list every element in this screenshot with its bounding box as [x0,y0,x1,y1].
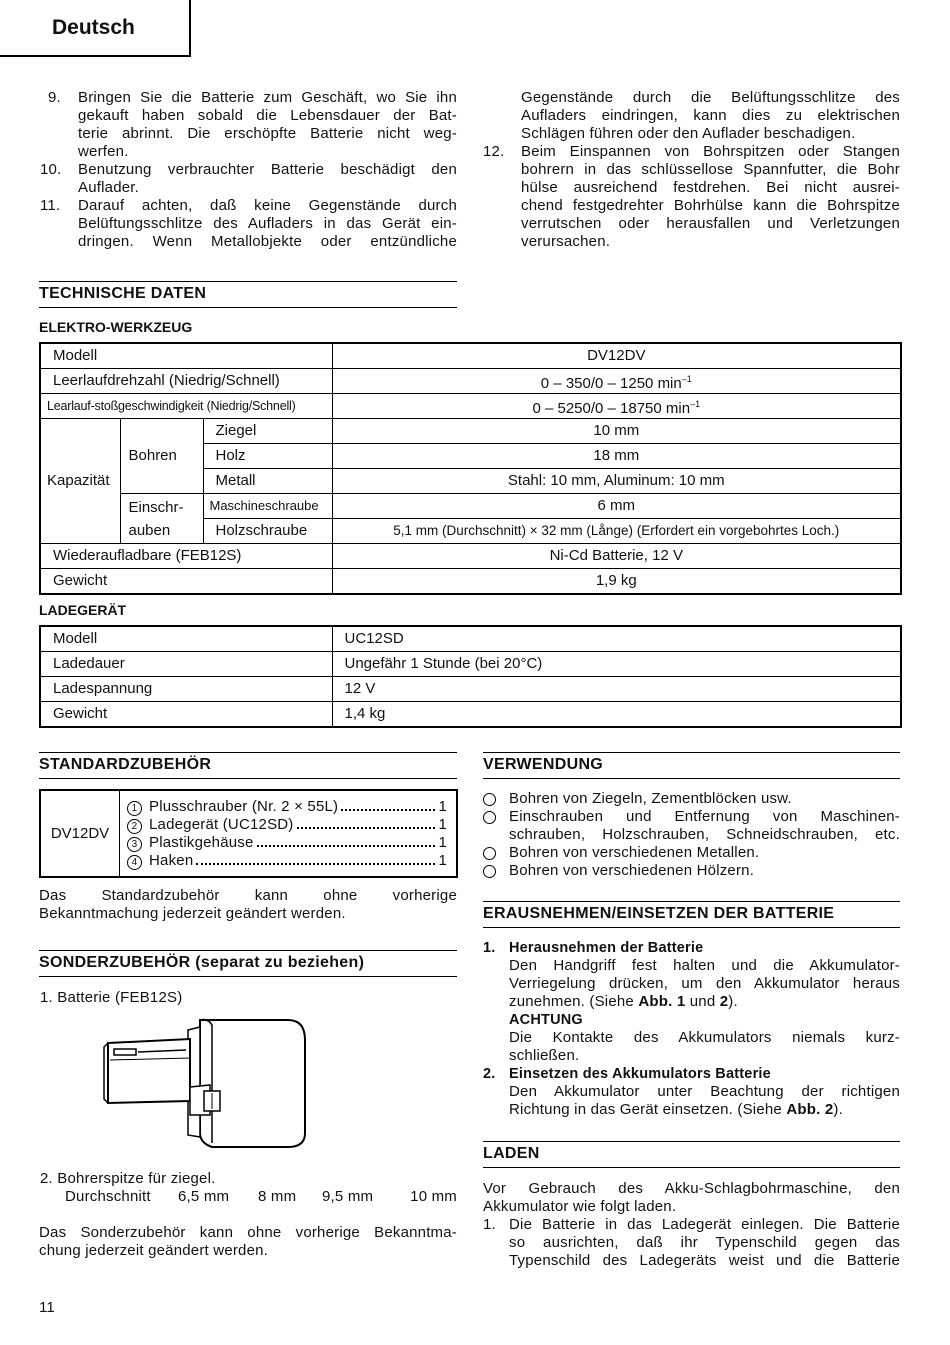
diameter-value: 10 mm [410,1188,457,1205]
table-row [40,544,901,569]
optional-item-drill-bit: 2. Bohrerspitze für ziegel. [40,1170,216,1187]
spec-label: Ziegel [203,419,332,444]
text-run: Richtung in das Gerät einsetzen. (Siehe [509,1101,787,1118]
step-number: 1. [483,940,496,956]
unit-exponent: –1 [681,373,692,384]
section-rule [483,778,900,779]
optional-item-battery: 1. Batterie (FEB12S) [40,989,183,1006]
list-item [483,862,900,880]
spec-label: Modell [40,343,332,369]
subheading-charger: LADEGERÄT [39,602,127,618]
table-row [40,369,901,394]
section-rule [483,1141,900,1142]
step-title: Einsetzen des Akkumulators Batterie [509,1066,771,1082]
item-number: 9. [48,89,61,106]
language-tab [0,0,191,57]
text-line: Den Handgriff fest halten und die Akkumulator- [509,957,900,974]
step-title: Herausnehmen der Batterie [509,940,704,956]
list-item [483,1216,900,1270]
dot-leader [297,827,436,829]
accessory-qty: 1 [438,834,447,851]
section-title-optional-accessories: SONDERZUBEHÖR (separat zu beziehen) [39,954,365,971]
table-row [40,419,901,444]
text-line: Typenschild des Ladegeräts weist und die Batterie [509,1252,900,1269]
text-line: Bohren von verschiedenen Hölzern. [509,862,755,879]
text-line: terie abrinnt. Die erschöpfte Batterie nicht weg- [78,125,457,142]
text-line: Verriegelung drücken, um den Akkumulator heraus [509,975,900,992]
list-item [127,816,447,834]
usage-list [483,790,900,880]
accessory-name: Plusschrauber (Nr. 2 × 55L) [149,798,339,815]
spec-value: DV12DV [332,343,901,369]
table-row [40,677,901,702]
spec-value [332,369,901,394]
section-rule [39,778,457,779]
item-number: 11. [40,197,61,214]
text-line: Bohren von Ziegeln, Zementblöcken usw. [509,790,792,807]
item-number: 12. [483,143,505,160]
list-item [483,808,900,844]
spec-value: 18 mm [332,444,901,469]
text-line: verursachen. [521,233,611,250]
figure-number: 2 [824,1101,834,1118]
accessory-qty: 1 [438,816,447,833]
table-row [40,569,901,595]
text-line: Schlägen führen oder den Auflader beschadigen. [521,125,856,142]
dot-leader [341,809,435,811]
spec-label: Maschineschraube [203,494,332,519]
list-item [483,790,900,808]
battery-instructions [483,939,900,1119]
screw-label-line: Einschr- [128,498,184,516]
section-rule [39,976,457,977]
figure-number: 1 [676,993,686,1010]
caution-label: ACHTUNG [509,1012,583,1028]
section-title-charging: LADEN [483,1145,540,1162]
standard-accessories-note [39,887,457,923]
optional-accessories-note [39,1224,457,1260]
spec-value: Ungefähr 1 Stunde (bei 20°C) [332,652,901,677]
intro-list-left [40,89,457,251]
diameter-value: 9,5 mm [322,1188,374,1205]
spec-value [332,394,901,419]
text-line: Belüftungsschlitze des Aufladers in das Gerät ein- [78,215,457,232]
item-number: 10. [40,161,62,178]
section-rule [39,281,457,282]
figure-ref: Abb. [786,1101,821,1118]
spec-label: Bohren [120,419,203,494]
circled-number: 4 [127,855,142,870]
spec-value: UC12SD [332,626,901,652]
spec-label: Kapazität [40,419,120,544]
text-line: bohrern in das schlüssellose Spannfutter, die Bohr [521,161,900,178]
text-line: Aufladers eindringen, kann dies zu elektrischen [521,107,900,124]
step-number: 2. [483,1066,496,1082]
text-line: Einschrauben und Entfernung von Maschinen- [509,808,900,825]
text-line: gekauft haben sobald die Lebensdauer der Bat- [78,107,457,124]
text-line: dringen. Wenn Metallobjekte oder entzündliche [78,233,457,250]
accessory-qty: 1 [438,852,447,869]
text-line: Bringen Sie die Batterie zum Geschäft, wo Sie ihn [78,89,457,106]
standard-accessories-box [39,789,458,878]
spec-value: 10 mm [332,419,901,444]
spec-label: Metall [203,469,332,494]
section-rule [39,950,457,951]
accessory-name: Ladegerät (UC12SD) [149,816,294,833]
bullet-circle-icon [483,811,496,824]
step-body [483,957,900,1065]
text-line: Die Kontakte des Akkumulators niemals kurz- [509,1029,900,1046]
list-item [127,798,447,816]
text-run: ). [728,993,738,1010]
step-number: 1. [483,1216,496,1233]
list-item [40,161,457,197]
page-number: 11 [39,1299,55,1316]
circled-number: 3 [127,837,142,852]
drill-bit-diameters [65,1188,457,1206]
spec-value: 5,1 mm (Durchschnitt) × 32 mm (Långe) (Erfordert ein vorgebohrtes Loch.) [332,519,901,544]
step-heading [483,939,900,957]
table-row [40,394,901,419]
spec-label: Ladedauer [40,652,332,677]
text-line: Das Standardzubehör kann ohne vorherige [39,887,457,904]
accessory-list [127,798,447,870]
circled-number: 2 [127,819,142,834]
section-rule [39,307,457,308]
spec-value: 1,9 kg [332,569,901,595]
diameter-value: 8 mm [258,1188,297,1205]
spec-label: Leerlaufdrehzahl (Niedrig/Schnell) [40,369,332,394]
table-row [40,343,901,369]
table-row [40,652,901,677]
dot-leader [257,845,436,847]
spec-label: Modell [40,626,332,652]
spec-label: Holz [203,444,332,469]
bullet-circle-icon [483,847,496,860]
text-line: Auflader. [78,179,140,196]
text-line: hülse ausreichend festdrehen. Bei nicht ausrei- [521,179,900,196]
dot-leader [196,863,435,865]
text-line: Bekanntmachung jederzeit geändert werden. [39,905,346,922]
spec-value: 6 mm [332,494,901,519]
text-line: chung jederzeit geändert werden. [39,1242,269,1259]
screw-label-line: auben [128,521,171,539]
diameter-label: Durchschnitt [65,1188,151,1205]
spec-value: 1,4 kg [332,702,901,728]
noload-speed-value: 0 – 350/0 – 1250 min [540,374,682,392]
text-line: Die Batterie in das Ladegerät einlegen. Die Batterie [509,1216,900,1233]
list-item [483,844,900,862]
spec-label: Ladespannung [40,677,332,702]
list-item [483,89,900,143]
step-heading [483,1065,900,1083]
subheading-power-tool: ELEKTRO-WERKZEUG [39,319,193,335]
accessory-qty: 1 [438,798,447,815]
list-item [127,834,447,852]
section-title-battery: ERAUSNEHMEN/EINSETZEN DER BATTERIE [483,905,835,922]
text-run: ). [833,1101,843,1118]
intro-list-right [483,89,900,251]
section-rule [483,752,900,753]
bullet-circle-icon [483,793,496,806]
accessory-model: DV12DV [41,791,120,876]
table-row [40,494,901,519]
text-line: schrauben, Holzschrauben, Schneidschrauben, etc. [509,826,900,843]
circled-number: 1 [127,801,142,816]
section-rule [483,901,900,902]
accessory-name: Plastikgehäuse [149,834,254,851]
spec-label: Wiederaufladbare (FEB12S) [40,544,332,569]
charging-text [483,1180,900,1270]
text-line: so ausrichten, daß ihr Typenschild gegen das [509,1234,900,1251]
text-line: Akkumulator wie folgt laden. [483,1198,677,1215]
impact-rate-value: 0 – 5250/0 – 18750 min [532,399,691,417]
figure-number: 2 [719,993,729,1010]
text-line [509,1101,900,1119]
list-item [40,89,457,161]
list-item [127,852,447,870]
spec-label: Gewicht [40,702,332,728]
text-line: Gegenstände durch die Belüftungsschlitze des [521,89,900,106]
figure-ref: Abb. [638,993,673,1010]
spec-label [120,494,203,544]
spec-value: Stahl: 10 mm, Aluminum: 10 mm [332,469,901,494]
section-rule [483,927,900,928]
table-row [40,626,901,652]
text-line: chend festgedrehter Bohrhülse kann die Bohrspitze [521,197,900,214]
text-run: und [685,993,720,1010]
language-label: Deutsch [52,16,135,39]
text-run: zunehmen. (Siehe [509,993,639,1010]
text-line: Beim Einspannen von Bohrspitzen oder Stangen [521,143,900,160]
text-line: schließen. [509,1047,580,1064]
list-item [40,197,457,251]
spec-value: 12 V [332,677,901,702]
section-rule [39,752,457,753]
section-title-standard-accessories: STANDARDZUBEHÖR [39,756,212,773]
text-line: verrutschen oder herausfallen und Verletzungen [521,215,900,232]
power-tool-spec-table [39,342,902,595]
text-line: Vor Gebrauch des Akku-Schlagbohrmaschine, den [483,1180,900,1197]
spec-label: Holzschraube [203,519,332,544]
spec-label: Gewicht [40,569,332,595]
battery-illustration [100,1015,320,1151]
list-item [483,143,900,251]
text-line [509,993,900,1011]
step-body [483,1083,900,1119]
diameter-value: 6,5 mm [178,1188,230,1205]
spec-label: Learlauf-stoßgeschwindigkeit (Niedrig/Schnell) [40,394,332,419]
bullet-circle-icon [483,865,496,878]
text-line: Das Sonderzubehör kann ohne vorherige Bekanntma- [39,1224,457,1241]
table-row [40,702,901,728]
text-line: Bohren von verschiedenen Metallen. [509,844,760,861]
text-line: werfen. [78,143,129,160]
section-title-technical-data: TECHNISCHE DATEN [39,285,207,302]
accessory-name: Haken [149,852,194,869]
section-rule [483,1167,900,1168]
unit-exponent: –1 [690,398,701,409]
text-line: Benutzung verbrauchter Batterie beschädigt den [78,161,457,178]
text-line: Darauf achten, daß keine Gegenstände durch [78,197,457,214]
section-title-usage: VERWENDUNG [483,756,604,773]
text-line: Den Akkumulator unter Beachtung der richtigen [509,1083,900,1100]
charger-spec-table [39,625,902,728]
spec-value: Ni-Cd Batterie, 12 V [332,544,901,569]
